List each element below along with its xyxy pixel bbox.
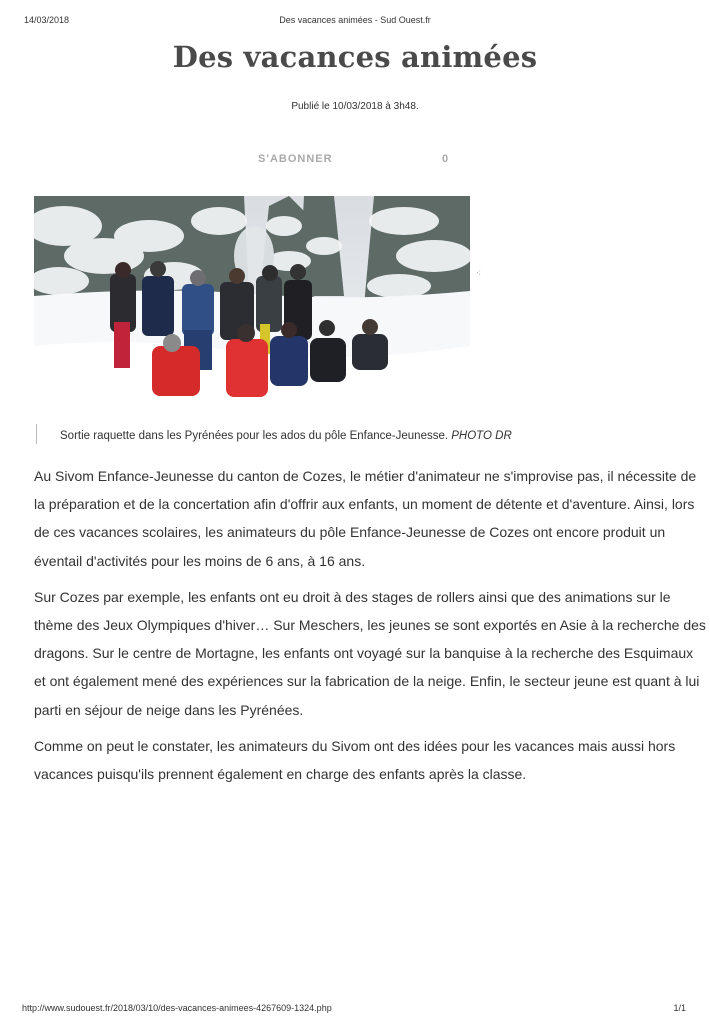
article-paragraph: Au Sivom Enfance-Jeunesse du canton de Cozes, le métier d'animateur ne s'improvise pas, il nécessite de la préparation et de la concertation afin d'offrir aux enfants, un moment de détente et d'aventure. Ainsi, lors de ces vacances scolaires, les animateurs du pôle Enfance-Jeunesse de Cozes ont encore produit un éventail d'activités pour les moins de 6 ans, à 16 ans. xyxy=(34,468,697,569)
print-footer xyxy=(0,1003,710,1015)
article-photo xyxy=(34,196,470,414)
article-body xyxy=(34,462,706,796)
print-header xyxy=(0,15,710,29)
snow-group-photo xyxy=(34,196,470,414)
footer-page-number: 1/1 xyxy=(673,1003,686,1013)
published-date: Publié le 10/03/2018 à 3h48. xyxy=(291,101,419,112)
photo-credit: PHOTO DR xyxy=(451,430,512,442)
article-paragraph: Sur Cozes par exemple, les enfants ont eu droit à des stages de rollers ainsi que des animations sur le thème des Jeux Olympiques d'hiver… Sur Meschers, les jeunes se sont exportés en Asie à la recherche des dragons. Sur le centre de Mortagne, les enfants ont voyagé sur la banquise à la recherche des Esquimaux et ont également mené des expériences sur la fabrication de la neige. Enfin, le secteur jeune est quant à lui parti en séjour de neige dans les Pyrénées. xyxy=(34,588,706,718)
photo-caption xyxy=(60,430,512,442)
print-date: 14/03/2018 xyxy=(24,15,70,25)
caption-bar xyxy=(36,424,37,444)
print-page-title: Des vacances animées - Sud Ouest.fr xyxy=(279,15,431,25)
caption-text: Sortie raquette dans les Pyrénées pour les ados du pôle Enfance-Jeunesse. xyxy=(60,430,449,442)
scan-mark: ·: xyxy=(476,268,481,277)
article-headline: Des vacances animées xyxy=(172,40,538,74)
comment-count[interactable]: 0 xyxy=(442,153,449,165)
subscribe-button[interactable]: S'ABONNER xyxy=(258,153,333,165)
footer-url: http://www.sudouest.fr/2018/03/10/des-vacances-animees-4267609-1324.php xyxy=(22,1003,332,1013)
article-paragraph: Comme on peut le constater, les animateurs du Sivom ont des idées pour les vacances mais aussi hors vacances puisqu'ils prennent également en charge des enfants après la classe. xyxy=(34,737,676,783)
